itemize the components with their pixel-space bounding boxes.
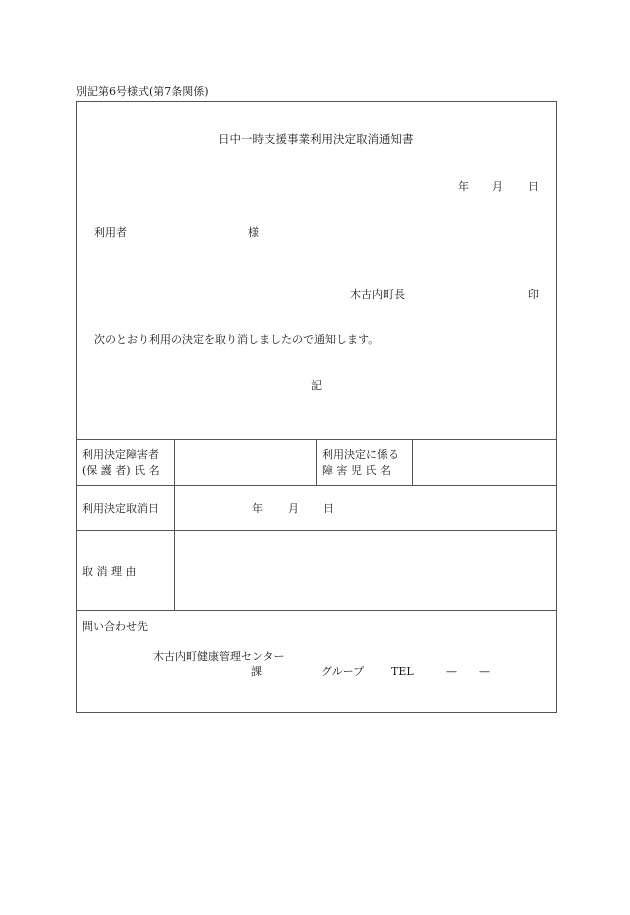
issuer-name: 木古内町長 [350,288,405,301]
row1-value-field[interactable] [180,457,310,471]
row2-label: 利用決定取消日 [82,502,159,515]
row2-day-label: 日 [323,502,334,515]
ki-heading: 記 [311,379,322,392]
divider-row1-mid [316,439,317,485]
contact-group-label: グループ [321,665,365,678]
row3-label: 取 消 理 由 [82,565,137,578]
contact-section-label: 課 [251,665,262,678]
row1-label-line1: 利用決定障害者 [82,448,159,461]
date-month-label: 月 [492,180,503,193]
divider-row2-bottom [76,530,557,531]
contact-tel-dash-2: — [479,665,490,678]
date-year-label: 年 [458,180,469,193]
row1-label2-line1: 利用決定に係る [322,448,399,461]
row2-year-label: 年 [252,502,263,515]
divider-label-column [174,439,175,610]
seal-mark: 印 [528,288,539,301]
form-label: 別記第6号様式(第7条関係) [76,85,209,98]
row1-label2-line2: 障 害 児 氏 名 [322,464,391,477]
form-frame [76,101,557,713]
row2-month-label: 月 [288,502,299,515]
notice-title: 日中一時支援事業利用決定取消通知書 [218,132,414,146]
cancel-reason-field[interactable] [180,540,550,600]
contact-office: 木古内町健康管理センター [153,650,285,663]
row1-value2-field[interactable] [418,457,550,471]
divider-row3-bottom [76,610,557,611]
date-day-label: 日 [528,180,539,193]
row1-label-line2: (保 護 者) 氏 名 [82,464,160,477]
contact-heading: 問い合わせ先 [82,620,148,633]
contact-tel-label: TEL [391,665,414,678]
recipient-suffix: 様 [248,226,259,239]
contact-tel-dash-1: — [446,665,457,678]
divider-row1-right [412,439,413,485]
notice-body-text: 次のとおり利用の決定を取り消しましたので通知します。 [94,333,380,346]
divider-row1-bottom [76,485,557,486]
recipient-label: 利用者 [94,226,127,239]
